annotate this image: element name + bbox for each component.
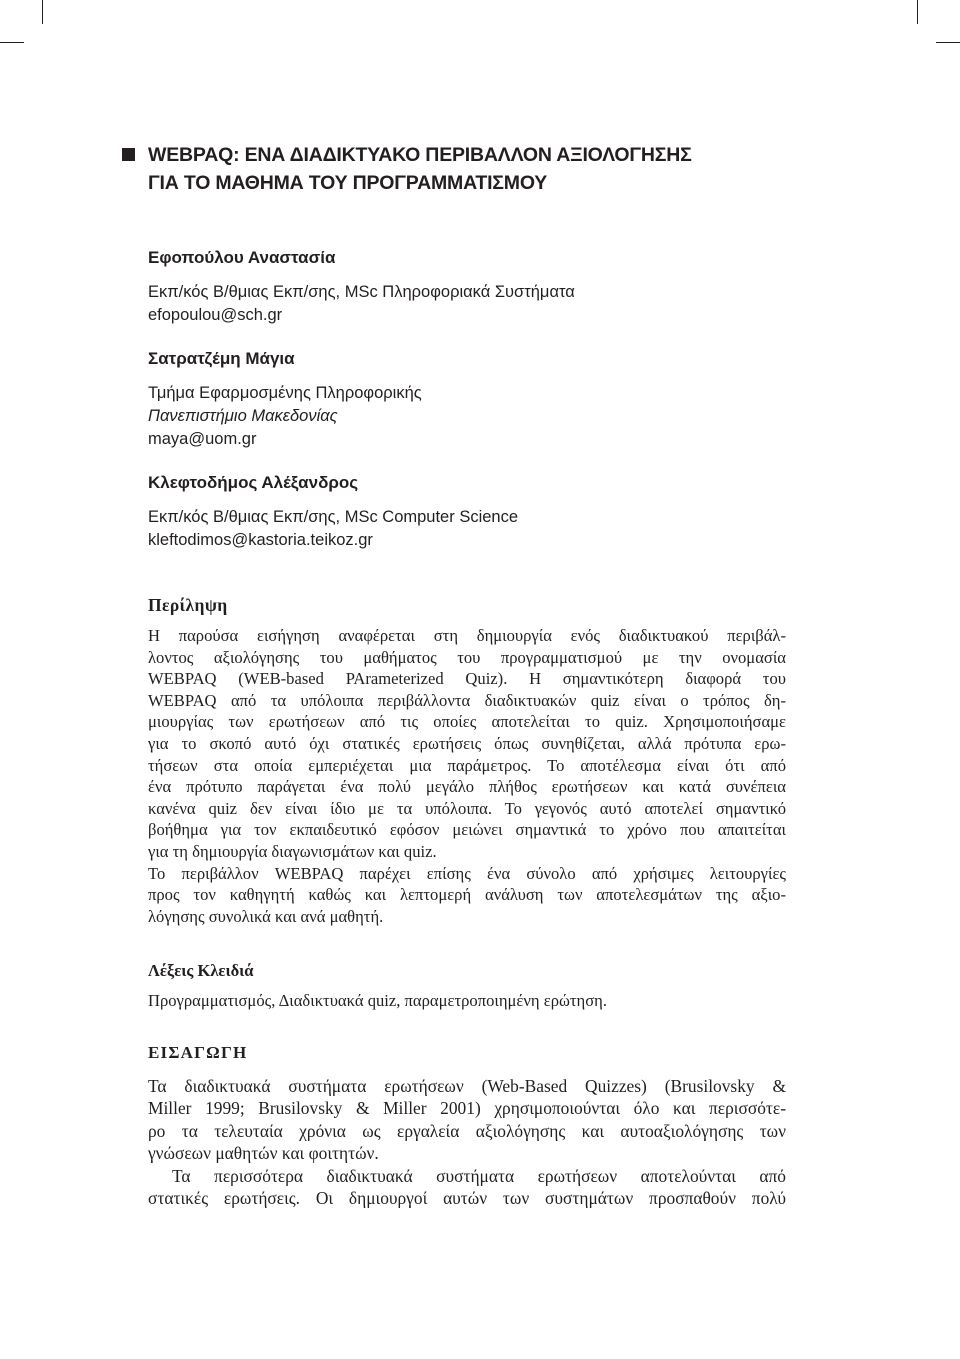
crop-mark-top-right-h <box>936 42 960 43</box>
abstract-line: λοντος αξιολόγησης του μαθήματος του προγραμματισμού με την ονομασία <box>148 647 786 667</box>
author-block <box>148 472 808 552</box>
intro-line: Miller 1999; Brusilovsky & Miller 2001) χρησιμοποιούνται όλο και περισσότε- <box>148 1098 786 1119</box>
keywords-text: Προγραμματισμός, Διαδικτυακά quiz, παραμετροποιημένη ερώτηση. <box>148 991 608 1010</box>
crop-mark-top-right-v <box>917 0 918 24</box>
title-line-1: WEBPAQ: ΕΝΑ ΔΙΑΔΙΚΤΥΑΚΟ ΠΕΡΙΒΑΛΛΟΝ ΑΞΙΟΛΟΓΗΣΗΣ <box>148 144 692 166</box>
intro-line: ρο τα τελευταία χρόνια ως εργαλεία αξιολόγησης και αυτοαξιολόγησης των <box>148 1120 786 1141</box>
title-bullet-square <box>122 148 135 161</box>
intro-line: γνώσεων μαθητών και φοιτητών. <box>148 1143 379 1164</box>
author-email: maya@uom.gr <box>148 430 257 448</box>
author-email: efopoulou@sch.gr <box>148 306 283 324</box>
abstract-heading: Περίληψη <box>148 595 228 615</box>
abstract-line: για τη δημιουργία διαγωνισμάτων και quiz. <box>148 841 437 861</box>
author-block <box>148 247 808 327</box>
abstract-line: Η παρούσα εισήγηση αναφέρεται στη δημιουργία ενός διαδικτυακού περιβάλ- <box>148 626 786 645</box>
author-block <box>148 348 808 451</box>
abstract-line: λόγησης συνολικά και ανά μαθητή. <box>148 906 384 926</box>
introduction-body <box>148 1075 786 1209</box>
crop-mark-top-left-v <box>42 0 43 24</box>
intro-line: Τα περισσότερα διαδικτυακά συστήματα ερωτήσεων αποτελούνται από <box>172 1165 786 1186</box>
paper-title <box>122 141 802 197</box>
author-affiliation: Εκπ/κός Β/θμιας Εκπ/σης, MSc Πληροφοριακά Συστήματα <box>148 283 575 301</box>
abstract-line: ένα πρότυπο παράγεται ένα πολύ μεγάλο πλήθος ερωτήσεων και κατά συνέπεια <box>148 777 786 797</box>
author-list <box>148 247 808 573</box>
author-affiliation: Τμήμα Εφαρμοσμένης Πληροφορικής <box>148 384 422 402</box>
intro-line: Τα διαδικτυακά συστήματα ερωτήσεων (Web-Based Quizzes) (Brusilovsky & <box>148 1076 786 1096</box>
author-email: kleftodimos@kastoria.teikoz.gr <box>148 531 373 549</box>
abstract-line: μιουργίας των ερωτήσεων από τις οποίες αποτελείται το quiz. Χρησιμοποιήσαμε <box>148 712 786 732</box>
keywords-heading: Λέξεις Κλειδιά <box>148 961 254 980</box>
abstract-line: Το περιβάλλον WEBPAQ παρέχει επίσης ένα σύνολο από χρήσιμες λειτουργίες <box>148 863 786 883</box>
author-affiliation: Εκπ/κός Β/θμιας Εκπ/σης, MSc Computer Science <box>148 508 519 526</box>
abstract-line: WEBPAQ (WEB-based PArameterized Quiz). Η σημαντικότερη διαφορά του <box>148 669 786 689</box>
crop-mark-top-left-h <box>0 42 24 43</box>
author-name: Κλεφτοδήμος Αλέξανδρος <box>148 473 359 492</box>
abstract-line: κανένα quiz δεν είναι ίδιο με τα υπόλοιπα. Το γεγονός αυτό αποτελεί σημαντικό <box>148 798 786 818</box>
abstract-line: τήσεων στα οποία εμπεριέχεται μια παράμετρος. Το αποτέλεσμα είναι ότι από <box>148 755 786 775</box>
abstract-line: βοήθημα για τον εκπαιδευτικό εφόσον μειώνει σημαντικά το χρόνο που απαιτείται <box>148 820 786 840</box>
intro-line: στατικές ερωτήσεις. Οι δημιουργοί αυτών των συστημάτων προσπαθούν πολύ <box>148 1188 786 1209</box>
author-name: Σατρατζέμη Μάγια <box>148 349 295 368</box>
title-line-2: ΓΙΑ ΤΟ ΜΑΘΗΜΑ ΤΟΥ ΠΡΟΓΡΑΜΜΑΤΙΣΜΟΥ <box>148 172 548 194</box>
author-university: Πανεπιστήμιο Μακεδονίας <box>148 407 338 425</box>
abstract-line: για το σκοπό αυτό όχι στατικές ερωτήσεις όπως συνηθίζεται, αλλά πρότυπα ερω- <box>148 733 786 753</box>
abstract-line: προς τον καθηγητή καθώς και λεπτομερή ανάλυση των αποτελεσμάτων της αξιο- <box>148 885 786 905</box>
section-heading-introduction: ΕΙΣΑΓΩΓΗ <box>148 1043 248 1062</box>
abstract-line: WEBPAQ από τα υπόλοιπα περιβάλλοντα διαδικτυακών quiz είναι ο τρόπος δη- <box>148 690 786 710</box>
author-name: Εφοπούλου Αναστασία <box>148 248 336 267</box>
abstract-body <box>148 625 786 927</box>
